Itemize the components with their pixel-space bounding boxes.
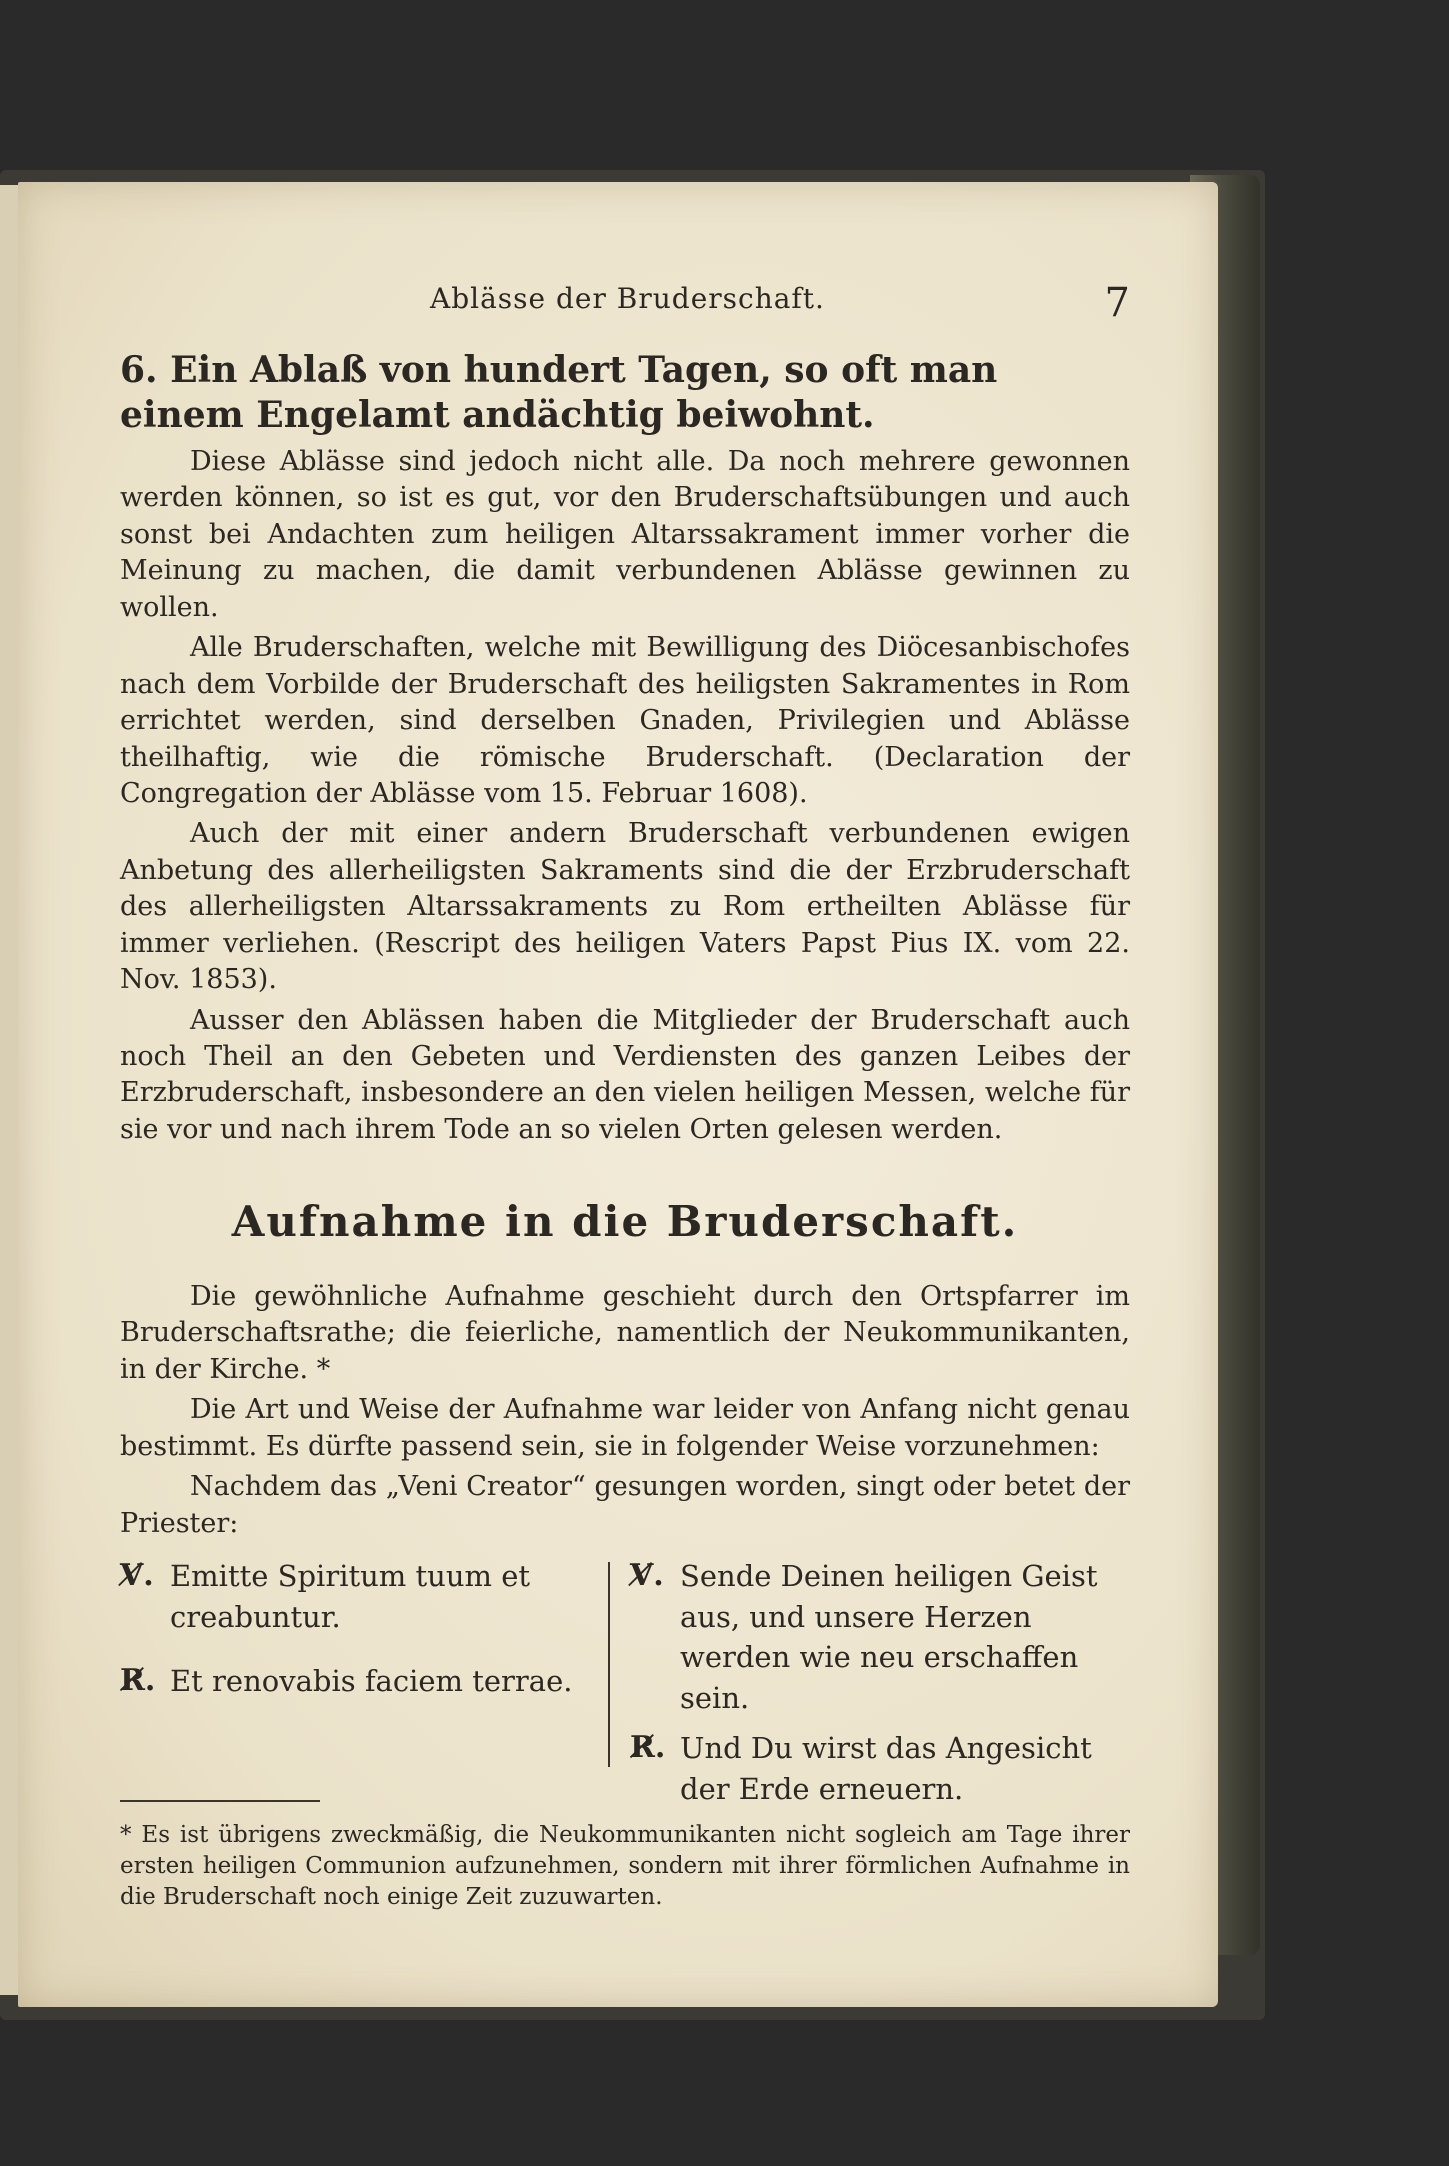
paragraph: Die gewöhnliche Aufnahme geschieht durch den Ortspfarrer im Bruderschaftsrathe; die feierliche, namentlich der Neukommunikanten, in der Kirche. * bbox=[120, 1281, 1130, 1385]
running-head bbox=[120, 280, 1130, 330]
paragraph: Nachdem das „Veni Creator“ gesungen worden, singt oder betet der Priester: bbox=[120, 1471, 1130, 1539]
footnote: * Es ist übrigens zweckmäßig, die Neukommunikanten nicht sogleich am Tage ihrer ersten heiligen Communion aufzunehmen, sondern mit ihrer förmlichen Aufnahme in die Bruderschaft noch einige Zeit zuzuwarten. bbox=[120, 1822, 1130, 1911]
german-versicle bbox=[630, 1556, 1130, 1718]
versicle-symbol: V̸. bbox=[120, 1558, 154, 1594]
page-number: 7 bbox=[1104, 280, 1130, 326]
column-divider bbox=[608, 1562, 610, 1767]
versicle-symbol: V̸. bbox=[630, 1558, 664, 1594]
response-symbol: R̸. bbox=[120, 1663, 156, 1699]
latin-column bbox=[120, 1556, 590, 1712]
versicle-table bbox=[120, 1556, 1130, 1807]
paragraph: Diese Ablässe sind jedoch nicht alle. Da noch mehrere gewonnen werden können, so ist es gut, vor den Bruderschaftsübungen und auch sonst bei Andachten zum heiligen Altarssakrament immer vorher die Meinung zu machen, die damit verbundenen Ablässe gewinnen zu wollen. bbox=[120, 446, 1130, 623]
paragraph: Auch der mit einer andern Bruderschaft verbundenen ewigen Anbetung des allerheiligsten Sakraments sind die der Erzbruderschaft des allerheiligsten Altarssakraments zu Rom ertheilten Ablässe für immer verliehen. (Rescript des heiligen Vaters Papst Pius IX. vom 22. Nov. 1853). bbox=[120, 818, 1130, 996]
response-symbol: R̸. bbox=[630, 1730, 666, 1766]
latin-response-text: Et renovabis faciem terrae. bbox=[170, 1664, 573, 1699]
german-response-text: Und Du wirst das Angesicht der Erde erneuern. bbox=[680, 1731, 1092, 1807]
paragraph: Die Art und Weise der Aufnahme war leider von Anfang nicht genau bestimmt. Es dürfte passend sein, sie in folgender Weise vorzunehmen: bbox=[120, 1394, 1130, 1462]
page-content bbox=[120, 280, 1130, 1917]
section-6-title: 6. Ein Ablaß von hundert Tagen, so oft man einem Engelamt andächtig beiwohnt. bbox=[120, 349, 998, 436]
running-head-title: Ablässe der Bruderschaft. bbox=[430, 282, 825, 315]
latin-versicle bbox=[120, 1556, 590, 1637]
latin-versicle-text: Emitte Spiritum tuum et creabuntur. bbox=[170, 1559, 531, 1634]
german-versicle-text: Sende Deinen heiligen Geist aus, und unsere Herzen werden wie neu erschaffen sein. bbox=[680, 1559, 1098, 1715]
paragraph: Alle Bruderschaften, welche mit Bewilligung des Diöcesanbischofes nach dem Vorbilde der Bruderschaft des heiligsten Sakramentes in Rom errichtet werden, sind derselben Gnaden, Privilegien und Ablässe theilhaftig, wie die römische Bruderschaft. (Declaration der Congregation der Ablässe vom 15. Februar 1608). bbox=[120, 632, 1130, 809]
admission-heading: Aufnahme in die Bruderschaft. bbox=[231, 1197, 1019, 1247]
paragraph: Ausser den Ablässen haben die Mitglieder der Bruderschaft auch noch Theil an den Gebeten und Verdiensten des ganzen Leibes der Erzbruderschaft, insbesondere an den vielen heiligen Messen, welche für sie vor und nach ihrem Tode an so vielen Orten gelesen werden. bbox=[120, 1004, 1130, 1145]
footnote-rule bbox=[120, 1800, 320, 1802]
german-response bbox=[630, 1728, 1130, 1809]
latin-response bbox=[120, 1661, 590, 1702]
german-column bbox=[630, 1556, 1130, 1820]
